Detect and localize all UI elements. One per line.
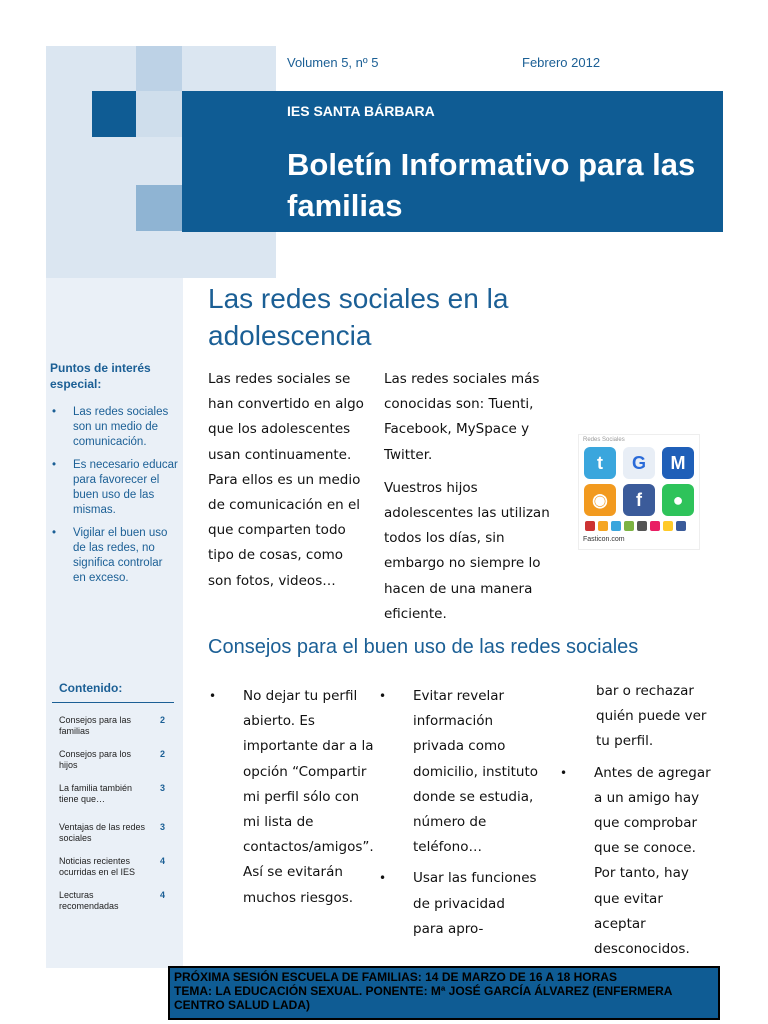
list-item: • Vigilar el buen uso de las redes, no significa controlar en exceso.: [50, 526, 178, 586]
deco-square: [92, 91, 136, 137]
tips-column-3: [558, 679, 718, 968]
article-title: Las redes sociales en la adolescencia: [208, 283, 509, 351]
tips-list: [207, 684, 375, 911]
highlights-list: [50, 405, 178, 594]
list-item: • Antes de agregar a un amigo hay que comprobar que se conoce. Por tanto, hay que evitar aceptar desconocidos.: [558, 761, 718, 963]
toc-label: La familia también tiene que…: [59, 783, 133, 804]
facebook-icon: f: [623, 484, 655, 516]
image-credit: Fasticon.com: [583, 536, 625, 543]
toc-label: Ventajas de las redes sociales: [59, 822, 146, 843]
list-item-continuation: bar o rechazar quién puede ver tu perfil.: [596, 683, 707, 750]
tips-column-1: [207, 684, 375, 917]
list-item: • No dejar tu perfil abierto. Es importante dar a la opción “Compartir mi perfil sólo con mi lista de contactos/amigos”. Así se evitarán muchos riesgos.: [207, 684, 375, 911]
toc-page: 2: [160, 749, 166, 759]
article-paragraph: Las redes sociales más conocidas son: Tuenti, Facebook, MySpace y Twitter.: [384, 371, 540, 463]
issue-date: Febrero 2012: [522, 55, 601, 70]
toc-label: Consejos para las familias: [59, 715, 132, 736]
deco-square: [136, 46, 182, 91]
toc-entry[interactable]: [59, 890, 169, 912]
article-paragraph: Las redes sociales se han convertido en algo que los adolescentes usan continuamente. Para ellos es un medio de comunicación en el que comparten todo tipo de cosas, como son fotos, videos…: [208, 371, 364, 589]
tips-column-2: [377, 684, 539, 948]
deco-square: [136, 91, 182, 137]
tips-title: Consejos para el buen uso de las redes sociales: [208, 636, 639, 658]
toc-entry[interactable]: [59, 822, 169, 844]
toc-label: Consejos para los hijos: [59, 749, 132, 770]
image-caption: Redes Sociales: [583, 437, 625, 443]
toc-page: 3: [160, 822, 166, 832]
toc-page: 4: [160, 890, 166, 900]
mini-icon: [650, 521, 660, 531]
toc-page: 4: [160, 856, 166, 866]
mini-icon: [676, 521, 686, 531]
announcement-line: TEMA: LA EDUCACIÓN SEXUAL. PONENTE: Mª JOSÉ GARCÍA ÁLVAREZ (ENFERMERA CENTRO SALUD LADA): [174, 984, 673, 1012]
toc-label: Lecturas recomendadas: [59, 890, 119, 911]
social-networks-image: [578, 434, 700, 550]
chat-icon: ●: [662, 484, 694, 516]
contents-title: Contenido:: [59, 681, 123, 695]
mini-icon: [637, 521, 647, 531]
school-name: IES SANTA BÁRBARA: [287, 103, 435, 119]
article-paragraph: Vuestros hijos adolescentes las utilizan todos los días, sin embargo no siempre lo hacen de una manera eficiente.: [384, 479, 550, 622]
toc-entry[interactable]: [59, 749, 169, 771]
toc-page: 2: [160, 715, 166, 725]
toc-page: 3: [160, 783, 166, 793]
google-icon: G: [623, 447, 655, 479]
mini-icon: [585, 521, 595, 531]
list-item: • Es necesario educar para favorecer el buen uso de las mismas.: [50, 458, 178, 518]
tips-list: [558, 761, 718, 963]
toc-label: Noticias recientes ocurridas en el IES: [59, 856, 136, 877]
toc-entry[interactable]: [59, 715, 169, 737]
deco-square: [136, 185, 182, 231]
toc-entry[interactable]: [59, 856, 169, 878]
mini-icon: [611, 521, 621, 531]
list-item: • Usar las funciones de privacidad para apro-: [377, 866, 539, 942]
toc-entry[interactable]: [59, 783, 169, 805]
announcement-box: [168, 966, 720, 1020]
myspace-icon: M: [662, 447, 694, 479]
article-column-2: [384, 367, 554, 635]
volume-number: Volumen 5, nº 5: [287, 55, 379, 70]
article-column-1: [208, 367, 368, 602]
list-item: • Las redes sociales son un medio de comunicación.: [50, 405, 178, 450]
mini-icon: [624, 521, 634, 531]
announcement-line: PRÓXIMA SESIÓN ESCUELA DE FAMILIAS: 14 DE MARZO DE 16 A 18 HORAS: [174, 970, 617, 984]
list-item: • Evitar revelar información privada como domicilio, instituto donde se estudia, número de teléfono…: [377, 684, 539, 860]
mini-icon: [598, 521, 608, 531]
mini-icon: [663, 521, 673, 531]
highlights-title: Puntos de interés especial:: [50, 361, 151, 391]
rss-icon: ◉: [584, 484, 616, 516]
twitter-icon: t: [584, 447, 616, 479]
newsletter-title: Boletín Informativo para las familias: [287, 147, 696, 223]
tips-list: [377, 684, 539, 942]
divider: [52, 702, 174, 703]
